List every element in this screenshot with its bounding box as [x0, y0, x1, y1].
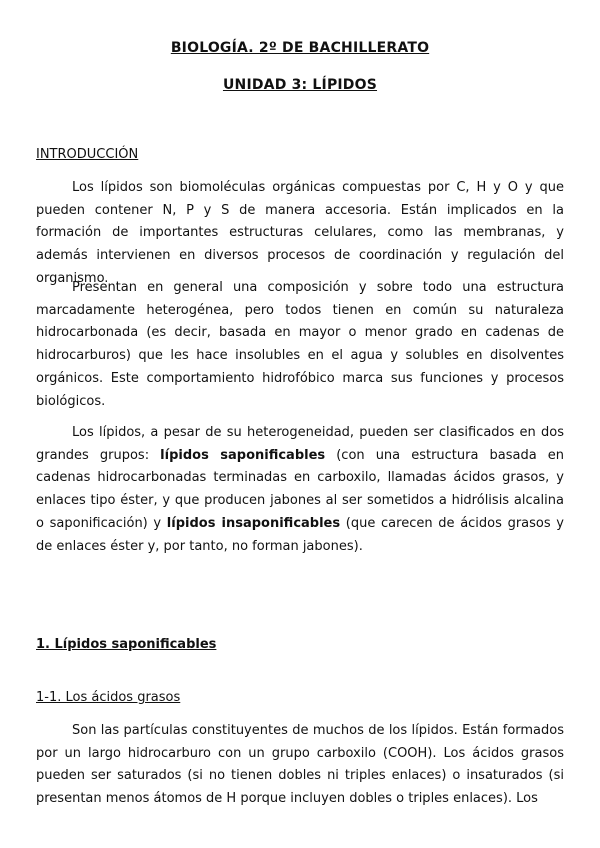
p3-text-a: Los lípidos, a pesar de su heterogeneidad, pueden ser clasificados en dos grandes grupos: — [36, 425, 564, 463]
intro-heading: INTRODUCCIÓN — [36, 147, 139, 162]
document-title: BIOLOGÍA. 2º DE BACHILLERATO — [170, 40, 430, 56]
p3-text-e: (que carecen de ácidos grasos y de enlaces éster y, por tanto, no forman jabones). — [36, 515, 564, 554]
term-insaponificables: lípidos insaponificables — [166, 515, 341, 531]
section-1-heading: 1. Lípidos saponificables — [36, 637, 217, 652]
intro-paragraph-1: Los lípidos son biomoléculas orgánicas compuestas por C, H y O y que pueden contener N, P y S de manera accesoria. Están implicados en la formación de importantes estructuras celulares, como las membranas, y además intervienen en diversos procesos de coordinación y regulación del organismo. — [36, 180, 564, 286]
intro-paragraph-2: Presentan en general una composición y sobre todo una estructura marcadamente heterogénea, pero todos tienen en común su naturaleza hidrocarbonada (es decir, basada en mayor o menor grado en cadenas de hidrocarburos) que les hace insolubles en el agua y solubles en disolventes orgánicos. Este comportamiento hidrofóbico marca sus funciones y procesos biológicos. — [36, 280, 564, 409]
subsection-1-1-heading: 1-1. Los ácidos grasos — [36, 690, 181, 705]
term-saponificables: lípidos saponificables — [160, 447, 326, 463]
fatty-acids-paragraph: Son las partículas constituyentes de muchos de los lípidos. Están formados por un largo hidrocarburo con un grupo carboxilo (COOH). Los ácidos grasos pueden ser saturados (si no tienen dobles ni triples enlaces) o insaturados (si presentan menos átomos de H porque incluyen dobles o triples enlaces). Los — [36, 723, 564, 807]
intro-paragraph-3 — [36, 422, 564, 558]
unit-title: UNIDAD 3: LÍPIDOS — [222, 77, 378, 93]
p3-text-c: (con una estructura basada en cadenas hidrocarbonadas terminadas en carboxilo, llamadas ácidos grasos, y enlaces tipo éster, y que producen jabones al ser sometidos a hidrólisis alcalina o saponificación) y — [36, 447, 564, 531]
